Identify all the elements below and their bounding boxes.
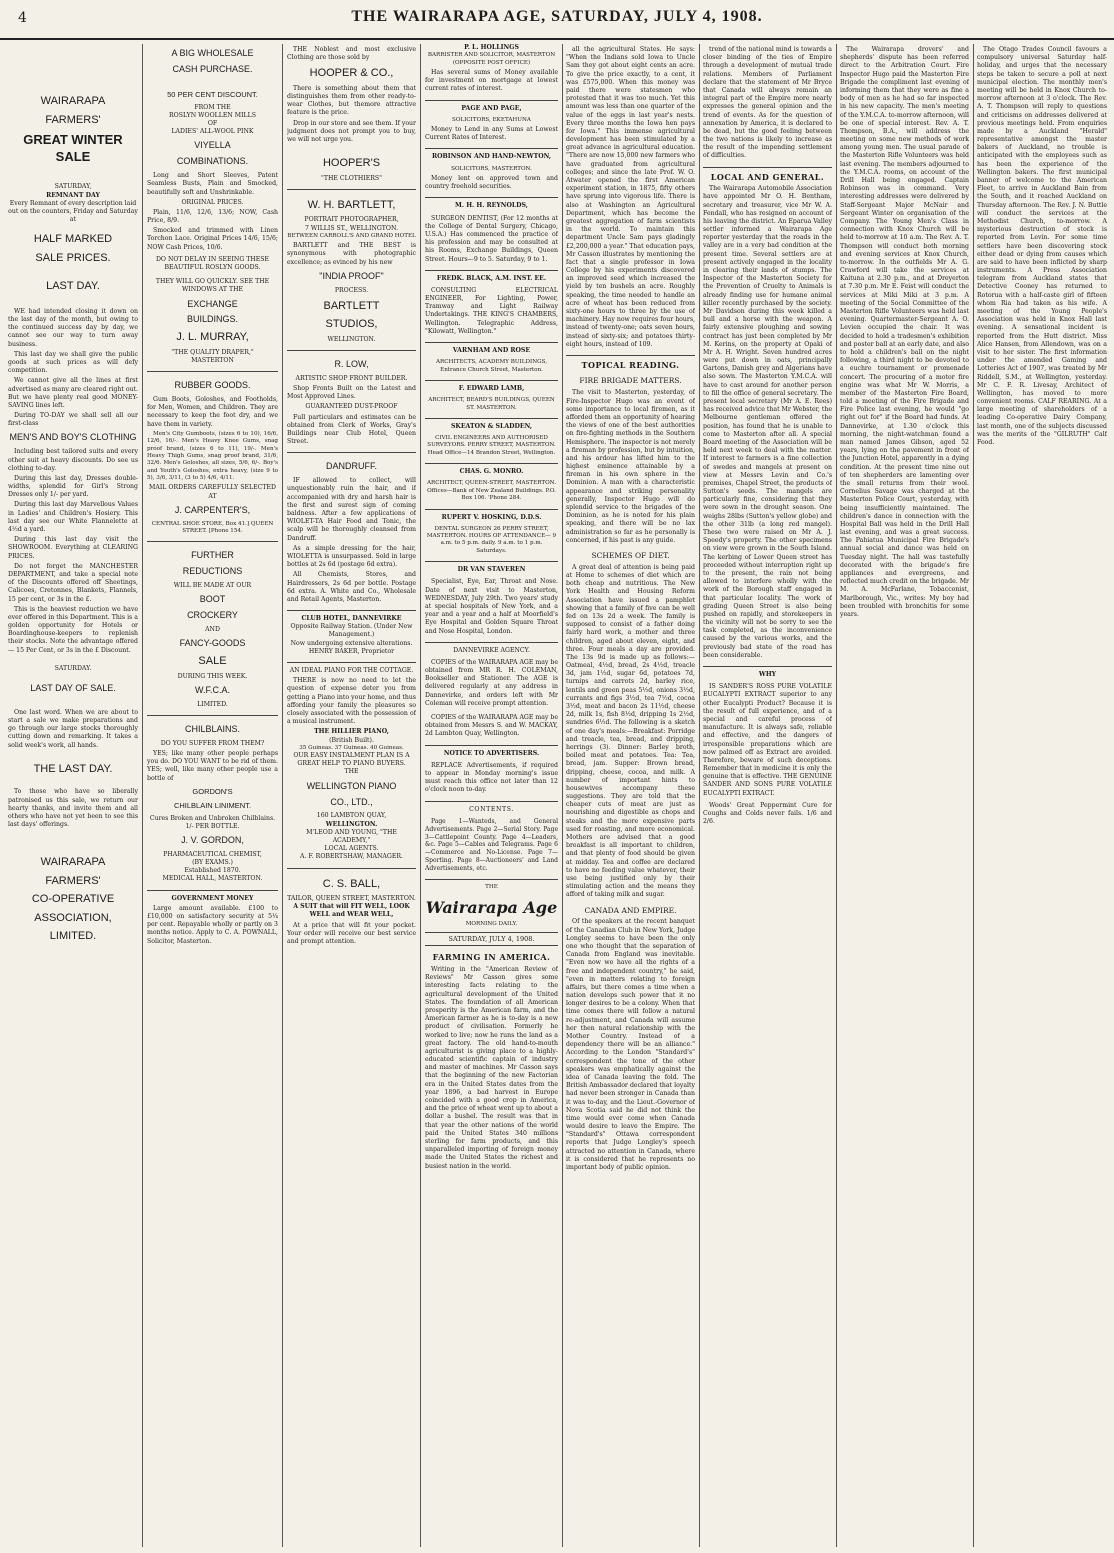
ad-text: FURTHER [191, 550, 234, 561]
ad-text: "INDIA PROOF" [319, 270, 384, 281]
ad-text: LIMITED. [197, 700, 228, 708]
ad-text: PHARMACEUTICAL CHEMIST, [163, 850, 262, 858]
nameplate-the: THE [425, 879, 558, 891]
ad-text: Now undergoing extensive alterations. HENRY BAKER, Proprietor [290, 639, 413, 655]
sale-paragraph: One last word. When we are about to start a sale we make preparations and go through our large stocks thoroughly cutting down and remarking. It takes a solid week's work, all hands. [8, 708, 138, 749]
article-headline: SCHEMES OF DIET. [591, 550, 670, 560]
ad-text: OF [207, 120, 218, 128]
sale-paragraph: During this last day Marvellous Values in Ladies' and Children's Hosiery. This last day see our White Flannelette at 4½d a yard. [8, 501, 138, 534]
nameplate-sub: MORNING DAILY. [465, 920, 518, 927]
dandruff-ad [287, 452, 416, 604]
ad-text: WELLINGTON. [327, 335, 376, 343]
ad-body: THERE is now no need to let the question of expense deter you from getting a Piano into your home, and thus affording your family the pleasures so closely associated with the possession of a musical instrument. [287, 677, 416, 726]
ad-text: MEDICAL HALL, MASTERTON. [162, 875, 263, 883]
article-body: Writing in the "American Review of Reviews" Mr Casson gives some interesting facts relating to the agricultural development of the United States. The foundation of all American prosperity is the American farm, and the American farmer as he is to-day is a new product of civilisation. Formerly he worked to live; now he runs the land as a great factory. The old hand-to-mouth agriculturist is giving place to a highly-educated scientific captain of industry and master of machines. Mr Casson says that the beginning of the new Factorian era in the United States dates from the year 1896, a bad harvest in Europe coincided with a good crop in America, and the price of wheat went up to about a dollar a bushel. The result was that in that year the other nations of the world paid the United States 340 millions sterling for farm products, and this unparalleled importing of foreign money made the United States the richest and busiest nation in the world. [425, 966, 558, 1170]
ad-body: BARTLETT and THE BEST is synonymous with photographic excellence; as evinced by his new [287, 242, 416, 266]
ad-name: SKEATON & SLADDEN, [425, 418, 558, 431]
column-7-local-news [840, 44, 969, 1547]
contents-list: Page 1—Wanteds, and General Advertisements. Page 2—Serial Story. Page 3—Cattlepoint County. Page 4—Leaders, &c. Page 5—Cables and Telegrams. Page 6—Commerce and No-License. Page 7—Sporting. Page 8—Auctioneers' and Land Advertisements, etc. [425, 817, 558, 873]
ad-title: GOVERNMENT MONEY [171, 894, 254, 902]
ad-title: WHY [703, 666, 832, 679]
ad-text: "THE QUALITY DRAPER," [171, 348, 254, 356]
ad-text: 1/- PER BOTTLE. [185, 822, 240, 830]
ad-body: As a simple dressing for the hair, WIOLETTA is unsurpassed. Sold in large bottles at 2s 6d (postage 6d extra). [287, 544, 416, 569]
ad-name: M. H. H. REYNOLDS, [425, 197, 558, 210]
ad-body: Long and Short Sleeves, Patent Seamless Busts, Plain and Smocked, beautifully soft and Unshrinkable. [147, 172, 278, 196]
ad-body: Plain, 11/6, 12/6, 13/6; NOW, Cash Price, 8/9. [147, 208, 278, 225]
ad-body: Men's City Gumboots, (sizes 6 to 10), 16/6, 12/6, 16/-. Men's Heavy Knee Gums, snag proof brand, (sizes 6 to 11), 19/-. Men's Heavy Thigh Gums, snag proof brand, 31/6, 32/6. Men's Goloshes, all sizes, 5/6, 6/-. Boy's and Youth's Goloshes, extra heavy, (size 9 to 5), 3/6, 3/11, (3 to 5) 4/6, 4/11. [147, 430, 278, 482]
ad-body: COPIES of the WAIRARAPA AGE may be obtained from Messrs S. and W. MACKAY, 2d Lambton Quay, Wellington. [425, 714, 558, 738]
government-money-ad [147, 890, 278, 946]
footer-org: ASSOCIATION, [34, 911, 112, 924]
article-body: trend of the national mind is towards a closer binding of the ties of Empire through a development of mutual trade relations. Members of Parliament declare that the statement of Mr Bryce that Canada will always remain an integral part of the Empire more nearly expresses the general opinion and the trend of events. As for the question of annexation by America, it is declared to be dead, but the good feeling between the two nations is likely to increase as the result of the impending settlement of difficulties. [703, 46, 832, 160]
ad-text: PROCESS. [334, 286, 369, 294]
ad-title: CHILBLAINS. [184, 723, 241, 734]
ad-text: Established 1870. [184, 867, 241, 875]
ad-body: SURGEON DENTIST, (For 12 months at the College of Dental Surgery, Chicago, U.S.A.) Has commenced the practice of his profession and may be consulted at his Rooms, Exchange Buildings, Queen Street. Hours—9 to 5. Saturday, 9 to 1. [425, 214, 558, 263]
ad-name: RUPERT V. HOSKING, D.D.S. [425, 509, 558, 522]
ad-text: (BY EXAMS.) [192, 859, 233, 867]
sale-prices: SALE PRICES. [35, 251, 111, 264]
ad-title: DANDRUFF. [326, 461, 377, 472]
sale-day: SATURDAY, [54, 183, 92, 191]
ad-text: 160 LAMBTON QUAY, [316, 812, 387, 820]
ad-body: Woods' Great Peppermint Cure for Coughs and Colds never fails. 1/6 and 2/6. [703, 801, 832, 826]
footer-org: WAIRARAPA [40, 856, 106, 869]
rubber-goods-ad [147, 371, 278, 535]
ad-text: STUDIOS, [325, 318, 378, 331]
notice-body: REPLACE Advertisements, if required to appear in Monday morning's issue must reach this office not later than 12 o'clock noon to-day. [425, 761, 558, 794]
sale-paragraph: During this last day visit the SHOWROOM. Everything at CLEARING PRICES. [8, 536, 138, 560]
ad-text: DURING THIS WEEK. [177, 672, 248, 680]
ad-body: IS SANDER'S ROSS PURE VOLATILE EUCALYPTI EXTRACT superior to any other Eucalypti Product? Because it is the result of full experience, and of a special and careful process of manufacture. It is always safe, reliable and effective, and the dangers of irresponsible preparations which are now palmed off as Extract are avoided. Therefore, beware of such deceptions. Remember that in medicine it is only the genuine that is effective. THE GENUINE SANDER AND SONS PURE VOLATILE EUCALYPTI EXTRACT. [703, 683, 832, 797]
ad-name: J. L. MURRAY, [176, 331, 249, 344]
footer-org: FARMERS' [45, 874, 101, 887]
ad-text: CENTRAL SHOE STORE, Box 41.] QUEEN STREET. [Phone 154. [151, 520, 274, 535]
ad-text: DO YOU SUFFER FROM THEM? [160, 739, 265, 747]
ad-body: CONSULTING ELECTRICAL ENGINEER, For Lighting, Power, Tramway and Light Railway Undertakings. THE KING'S CHAMBERS, Wellington. Telegraphic Address, "Kilowatt, Wellington." [425, 286, 558, 335]
ad-title: A BIG WHOLESALE [171, 48, 254, 58]
ad-body: There is something about them that distinguishes them from other ready-to-wear Clothes, but themore attractive feature is the price. [287, 84, 416, 117]
ad-text: SOLICITORS, EKETAHUNA [452, 116, 531, 123]
ad-text: WILL BE MADE AT OUR [173, 582, 252, 590]
ad-text: DENTAL SURGEON 26 PERRY STREET, MASTERTON. HOURS OF ATTENDANCE— 9 a.m. to 5 p.m. daily. 9 a.m. to 1 p.m. Saturdays. [426, 525, 557, 554]
ad-text: 7 WILLIS ST., WELLINGTON. [304, 224, 398, 232]
ad-name: HOOPER & CO., [309, 67, 394, 80]
article-headline: FARMING IN AMERICA. [432, 952, 551, 963]
ad-text: LADIES' ALL-WOOL PINK [171, 128, 254, 136]
ad-body: Specialist, Eye, Ear, Throat and Nose. Date of next visit to Masterton, WEDNESDAY, July 29th. Two years' study at special hospitals of New York, and a year and a year and a half at Moorfield's Eye Hospital and Golden Square Throat and Nose Hospital, London. [425, 578, 558, 635]
ad-text: BARRISTER AND SOLICITOR, MASTERTON (OPPOSITE POST OFFICE) [427, 52, 556, 66]
article-headline: FIRE BRIGADE MATTERS. [579, 376, 682, 386]
ad-text: PORTRAIT PHOTOGRAPHER, [304, 216, 399, 224]
ad-text: SOLICITORS, MASTERTON. [451, 165, 532, 172]
ad-name: DR VAN STAVEREN [425, 561, 558, 574]
column-rule [836, 44, 837, 1547]
footer-org: LIMITED. [49, 930, 97, 943]
column-rule [562, 44, 563, 1547]
ad-name: VARNHAM AND ROSE [425, 342, 558, 355]
ad-title: DANNEVIRKE AGENCY. [425, 642, 558, 655]
crockery-sale-ad [147, 541, 278, 709]
sale-paragraph: During TO-DAY we shall sell all our first-class [8, 412, 138, 428]
mens-clothing: MEN'S AND BOY'S CLOTHING [9, 432, 137, 443]
article-body: Of the speakers at the recent banquet of the Canadian Club in New York, Judge Longley seems to have been the only one who thought that the separation of Canada from England was inevitable. "Even now we have all the rights of a free and independent country," he said, "even in matters relating to foreign affairs, but there comes a time when a nation develops such power that it no longer desires to be a colony. When that time comes there will follow a natural re-adjustment, and Canada will assume her then natural relationship with the Mother Country. Instead of a dependency there will be an alliance." According to the London "Standard's" correspondent the tone of the other speakers was emphatically against the idea of Canada leaving the fold. The British Ambassador declared that loyalty had never been stronger in Canada than it was to-day, and the Lieut.-Governor of Nova Scotia said he did not think the time would ever come when Canada would desire to leave the Empire. The "Standard's" Ottawa correspondent reports that Judge Longley's speech attracted no attention in Canada, where it is considered that he represents no important body of public opinion. [566, 918, 695, 1172]
column-rule [973, 44, 974, 1547]
ad-body: Large amount available. £100 to £10,000 on satisfactory security at 5¼ per cent. Repayable wholly or partly on 3 months notice. Apply to C. A. POWNALL, Solicitor, Masterton. [147, 904, 278, 945]
ad-body: YES; like many other people perhaps you do. DO YOU WANT to be rid of them. YES; well, like many other people use a bottle of [147, 750, 278, 782]
ad-text: SALE [198, 655, 227, 668]
ad-title: RUBBER GOODS. [174, 380, 251, 391]
ad-text: BARTLETT [323, 299, 380, 312]
ad-buildings: BUILDINGS. [186, 314, 238, 325]
page-number: 4 [18, 10, 27, 26]
ad-exchange: EXCHANGE [187, 298, 238, 309]
ad-name: CO., LTD., [330, 796, 373, 807]
column-rule [420, 44, 421, 1547]
sale-intro: WE had intended closing it down on the last day of the month, but owing to the continued success day by day, we cannot see our way to turn away business. [8, 307, 138, 348]
ad-text: Cures Broken and Unbroken Chilblains. [149, 814, 276, 822]
article-headline: CANADA AND EMPIRE. [584, 905, 677, 915]
ad-text: GUARANTEED DUST-PROOF [305, 403, 398, 411]
ad-text: BOOT [199, 594, 226, 605]
ad-text: LOCAL AGENTS. [324, 845, 379, 853]
ad-body: Has several sums of Money available for investment on mortgage at lowest current rates of interest. [425, 68, 558, 93]
ad-name: J. V. GORDON, [181, 834, 244, 845]
ad-viyella: VIYELLA [194, 140, 231, 151]
last-day-heading: LAST DAY. [46, 280, 100, 293]
ad-text: 35 Guineas. 37 Guineas. 40 Guineas. [299, 744, 404, 751]
ad-text: (British Built). [329, 736, 374, 744]
ad-body: Gum Boots, Goloshes, and Footholds, for Men, Women, and Children. They are necessary to keep the foot dry, and we have them in variety. [147, 396, 278, 428]
ad-body: Smocked and trimmed with Linen Torchon Lace. Original Prices 14/6, 15/6; NOW Cash Prices, 10/6. [147, 227, 278, 251]
ad-text: W.F.C.A. [194, 684, 230, 695]
ad-text: FANCY-GOODS [179, 638, 246, 649]
ad-name: PAGE AND PAGE, [425, 100, 558, 113]
ad-body: Money to Lend in any Sums at Lowest Current Rates of Interest. [425, 126, 558, 142]
ad-text: THE HILLIER PIANO, [314, 728, 389, 736]
ad-combinations: COMBINATIONS. [176, 156, 249, 167]
ball-tailor-ad [287, 868, 416, 947]
the-last-day: THE LAST DAY. [33, 762, 113, 775]
ad-body: COPIES of the WAIRARAPA AGE may be obtained from MR R. H. COLEMAN, Bookseller and Stationer. The AGE is delivered regularly at any address in Dannevirke, and orders left with Mr Coleman will receive prompt attention. [425, 658, 558, 707]
ad-title: AN IDEAL PIANO FOR THE COTTAGE. [289, 667, 414, 675]
ad-name: R. LOW, [334, 359, 369, 370]
sale-paragraph: During this last day, Dresses double-widths, splendid for Girl's Strong Dresses only 1/- per yard. [8, 474, 138, 499]
ad-text: BETWEEN CARROLL'S AND GRAND HOTEL [287, 232, 416, 239]
ad-text: MAIL ORDERS CAREFULLY SELECTED AT [149, 484, 276, 500]
column-5-editorial [566, 44, 695, 1547]
sale-title: GREAT WINTER SALE [23, 132, 123, 165]
ad-name: FREDK. BLACK, A.M. INST. EE. [425, 270, 558, 283]
remnant-day: REMNANT DAY [46, 191, 100, 199]
article-body: The visit to Masterton, yesterday, of Fire-Inspector Hugo was an event of some importance to local firemen, as it afforded them an opportunity of hearing the views of one of the best authorities on fire-fighting methods in the Southern Hemisphere. The inspector is not merely a fireman by profession, but by intuition, and his ardour has lifted him to the highest eminence attainable by a fireman in his own sphere in the Dominion. A man with a characteristic appearance and striking personality generally, Inspector Hugo will do splendid service to the brigades of the Dominion, as he is noted for his plain speaking, and there will be no lax administration so far as he personally is concerned, if his past is any guide. [566, 389, 695, 544]
sale-paragraph: Including best tailored suits and every other suit at heavy discounts. Do see us clothing to-day. [8, 448, 138, 472]
ad-discount: 50 PER CENT DISCOUNT. [167, 89, 258, 99]
remnant-body: Every Remnant of every description laid out on the counters, Friday and Saturday at [8, 199, 138, 224]
column-rule [142, 44, 143, 1547]
newspaper-title: THE WAIRARAPA AGE, SATURDAY, JULY 4, 1908. [351, 8, 763, 25]
nameplate: Wairarapa Age [425, 898, 558, 918]
ad-org-2: FARMERS' [45, 113, 101, 126]
ad-name: HOOPER'S [322, 157, 381, 170]
ad-body: THE Noblest and most exclusive Clothing are those sold by [287, 46, 416, 62]
column-6-local-news [703, 44, 832, 1547]
ad-body: At a price that will fit your pocket. Your order will receive our best service and prompt attention. [287, 921, 416, 945]
issue-date: SATURDAY, JULY 4, 1908. [425, 932, 558, 947]
column-rule [282, 44, 283, 1547]
ad-text: CIVIL ENGINEERS AND AUTHORISED SURVEYORS. PERRY STREET, MASTERTON. Head Office—14 Brandon Street, Wellington. [427, 435, 556, 456]
ad-text: CROCKERY [187, 610, 238, 621]
saturday-label: SATURDAY. [54, 664, 92, 672]
article-body: The Wairarapa Automobile Association have appointed Mr O. H. Bentham, secretary and treasurer, vice Mr W. A. Fendall, who has resigned on account of his leaving the district. An Eparua Valley settler informed a Wairarapa Age reporter yesterday that the roads in the valley are in a very bad condition at the present time. Several settlers are at present actively engaged in the locality in clearing their lands of stumps. The Inspector of the Masterton Society for the Prevention of Cruelty to Animals is already finding use for humane animal killer recently purchased by the society. Mr Davidson during this week killed a bull and a horse with the weapon. A fairly extensive ploughing and sowing contract has just been completed by Mr M. Kerins, on the property at Opaki of Mr A. H. Wright. Seven hundred acres were put down in oats, principally Gartons, Danish grey and Algerians have also sown. The Masterton Y.M.C.A. will have to cast around for another person to fill the office of general secretary. The present local secretary (Mr A. E. Rees) has received advice that Mr Webster, the Melbourne gentleman offered the position, has found that he is unable to come to Masterton after all. A special Board meeting of the Association will be held next week to deal with the matter. If interest to farmers is a fine collection of swedes and mangels at present on view at Messrs Levin and Co.'s premises, Chapel Street, the products of Sutton's seeds. The mangels are particularly fine, considering that they were sown in the drought season. One weighs 28lbs (Sutton's yellow globe) and the other 31lb (a long red mangel). These two were raised on Mr A. J. Speedy's property. The other specimens on view were grown in the South Island. The kerbing of Lower Queen street has proceeded without interruption right up to the present, the rain not being allowed to interfere wholly with the work of the Borough staff engaged in that particular locality. The work of grading Queen Street is also being pushed on rapidly, and storekeepers in the vicinity will not be sorry to see the task completed, as the inconvenience caused by the various works, and the previously bad state of the road has been considerable. [703, 185, 832, 659]
ad-body: IF allowed to collect, will unquestionably ruin the hair, and if accompanied with dry and harsh hair is the first and surest sign of coming baldness. After a few applications of WIOLET-TA Hair Food and Tonic, the scalp will be thoroughly cleansed from Dandruff. [287, 477, 416, 542]
half-marked: HALF MARKED [33, 233, 113, 246]
ad-text: ARCHITECT, BEARD'S BUILDINGS, QUEEN ST. MASTERTON. [428, 397, 555, 411]
bartlett-ad [287, 189, 416, 344]
ad-name: CHAS. G. MONRO. [425, 463, 558, 476]
ad-text: OUR EASY INSTALMENT PLAN IS A GREAT HELP TO PIANO BUYERS. [293, 752, 410, 768]
ad-body: Full particulars and estimates can be obtained from Clerk of Works, Gray's Buildings near Club Hotel, Queen Street. [287, 413, 416, 446]
club-hotel-ad [287, 610, 416, 656]
ad-name: F. EDWARD LAMB, [425, 380, 558, 393]
ad-text: A SUIT that will FIT WELL, LOOK WELL and WEAR WELL, [293, 903, 410, 919]
ad-text: REDUCTIONS [182, 566, 243, 577]
notice-title: NOTICE TO ADVERTISERS. [425, 745, 558, 758]
ad-name: WELLINGTON PIANO [306, 780, 397, 791]
sale-paragraph: This last day we shall give the public goods at such prices as will defy competition. [8, 350, 138, 375]
sale-paragraph: Do not forget the MANCHESTER DEPARTMENT, and take a special note of the Discounts offered off Sheetings, Calicoes, Cretonnes, Blankets, Flannels, 15 per cent, or 3s in the £. [8, 562, 138, 603]
section-heading: TOPICAL READING. [566, 355, 695, 371]
ad-text: "THE CLOTHIERS" [321, 174, 382, 182]
ad-name: P. L. HOLLINGS [464, 44, 519, 51]
ad-title: CASH PURCHASE. [172, 63, 253, 74]
masthead [0, 0, 1114, 40]
ad-text: FROM THE [194, 103, 231, 111]
column-4-professional-and-editorial [425, 44, 558, 1547]
ad-name: C. S. BALL, [322, 877, 381, 890]
ad-text: A. F. ROBERTSHAW, MANAGER. [300, 853, 403, 861]
section-heading: LOCAL AND GENERAL. [703, 167, 832, 183]
ad-text: ROSLYN WOOLLEN MILLS [168, 111, 256, 119]
ad-text: AND [205, 626, 220, 634]
ad-text: ARCHITECT, QUEEN-STREET, MASTERTON. Offices—Bank of New Zealand Buildings. P.O. Box 106. 'Phone 284. [427, 480, 556, 502]
ad-text: GORDON'S [192, 786, 233, 796]
ad-body: Drop in our store and see them. If your judgment does not prompt you to buy, we will not urge you. [287, 119, 416, 144]
column-rule [699, 44, 700, 1547]
ad-title: CLUB HOTEL, DANNEVIRKE [301, 615, 402, 623]
ad-body: Shop Fronts Built on the Latest and Most Approved Lines. [287, 385, 416, 401]
column-2-ads [147, 44, 278, 1547]
ad-name: J. CARPENTER'S, [174, 504, 251, 515]
ad-text: M'LEOD AND YOUNG, "THE ACADEMY," [306, 828, 397, 844]
sale-paragraph: This is the heaviest reduction we have ever offered in this Department. This is a golden opportunity for Hotels or Boardinghouse-keepers to replenish their stocks. Note the advantage offered — 15 Per Cent, or 3s in the £ Discount. [8, 605, 138, 654]
ad-body: All Chemists, Stores, and Hairdressers, 2s 6d per bottle. Postage 6d extra. A. White and Co., Wholesale and Retail Agents, Masterton. [287, 571, 416, 603]
sale-paragraph: To those who have so liberally patronised us this sale, we return our hearty thanks, and invite them and all others who have not yet been to see this last days' offerings. [8, 788, 138, 829]
sale-paragraph: We cannot give all the lines at first advertised as many are cleared right out. But we have plenty real good MONEY-SAVING lines left. [8, 377, 138, 409]
column-3-ads [287, 44, 416, 1547]
ad-text: WELLINGTON. [325, 820, 378, 828]
ad-text: ARCHITECTS, ACADEMY BUILDINGS, Entrance Church Street, Masterton. [436, 359, 547, 373]
ad-text: CHILBLAIN LINIMENT. [173, 800, 252, 810]
article-body: all the agricultural States. He says: "When the Indians sold Iowa to Uncle Sam they got about eight cents an acre. To give the price exactly, to a cent, it was £575,000. When this money was paid there were statesmen who protested that it was too much. Yet this amount was less than one quarter of the value of the eggs in last year's nests. Every three months the Iowa hen pays for Iowa." This immense agricultural development has been stimulated by a great advance in agricultural education. "There are now 15,000 new farmers who have graduated from agricultural colleges; and since the late Prof. W. O. Atwater opened the first American experiment station, in 1875, fifty others have sprung into vigorous life. There is also at Washington an Agricultural Department, which has become the greatest aggregation of farm scientists in the world. To maintain this department Uncle Sam pays gladingly £2,200,000 a year." That education pays, Mr Casson illustrates by mentioning the fact that a single professor in Iowa College by his experiments discovered an improved seed which increased the yield by ten bushels an acre. Roughly speaking, the time needed to handle an acre of wheat has been reduced from sixty-one hours to three by the use of machinery. Hay now requires four hours, instead of twenty-one; oats seven hours, instead of sixty-six; and potatoes thirty-eight hours, instead of 109. [566, 46, 695, 348]
low-builder-ad [287, 350, 416, 446]
ad-org: WAIRARAPA [40, 95, 106, 107]
ad-text: MASTERTON [191, 357, 234, 365]
article-body: A great deal of attention is being paid at Home to schemes of diet which are both cheap and nutritious. The New York Health and Housing Reform Association have issued a pamphlet showing that a family of five can be well fed on 13s 2d a week. The family is supposed to consist of a father doing fairly hard work, a mother and three children, aged about eleven, eight, and three. Four meals a day are provided. The 13s 9d is made up as follows:—Oatmeal, 4½d, bread, 2s 4½d, treacle 3d, jam 1½d, sugar 6d, potatoes 7d, turnips and carrots 2d, barley rice, lentils and green peas 5½d, onions 3½d, currants and figs 3½d, tea 7½d, cocoa 3½d, meat and bacon 2s 11½d, cheese 2d, milk 1s, fish 8½d, dripping 1s 2½d, sundries 6½d. The following is a sketch of one day's meals:—Breakfast: Porridge and treacle, tea, bread, and dripping, herrings (3). Dinner: Barley broth, boiled meat and potatoes. Tea: Tea, bread, jam. Supper: Brown bread, dripping, cheese, cocoa, and milk. A number of important hints to housewives accompany these suggestions. They are told that the cheaper cuts of meat are just as nourishing and digestible as chops and steaks and the more expensive parts used for roasting, and more economical. Mothers are advised that a good breakfast is all important to children, and that plenty of food should be given at midday. Tea and coffee are declared to have no feeding value whatever, their use being justified only by their stimulating action and the means they afford of taking milk and sugar. [566, 563, 695, 899]
ad-text: ARTISTIC SHOP FRONT BUILDER. [295, 374, 408, 382]
column-8-local-news [977, 44, 1107, 1547]
ad-text: DO NOT DELAY IN SEEING THESE BEAUTIFUL ROSLYN GOODS. [155, 255, 270, 272]
article-body: The Otago Trades Council favours a compulsory universal Saturday half-holiday, and urges that the necessary steps be taken to secure a poll at next municipal election. The monthly men's meeting will be held in Knox Church to-morrow afternoon at 3 o'clock. The Rev. A. T. Thompson will reply to questions and criticisms on addresses delivered at previous meetings held. From enquiries made by a Auckland "Herald" representative amongst the master bakers of Auckland, no trouble is anticipated with the employees such as has been the experience of the Wellington bakers. The first municipal banner of welcome to the American Fleet, to arrive in Auckland Bain from the South, and it reached Auckland on Thursday afternoon. The Rev. J. N. Buttle will conduct the services at the Methodist Church, to-morrow. A mysterious destruction of stock is reported from Levin. For some time settlers have been discovering stock either dead or dying from causes which are said to have been inflicted by sharp instruments. A Press Association telegram from Auckland states that Detective Cooney has returned to Rotorua with a half-caste girl of fifteen whom Ria had taken as his wife. A meeting of the Young People's Association was held in Knox Hall last evening. A sensational incident is reported from the Hutt district. Miss Alice Hansen, from Allendown, was on a visit to her sister. The first information under the amended Gaming and Lotteries Act of 1907, was treated by Mr Riddell, S.M., at Wellington, yesterday. Mr C. F. R. Livesay, Architect of Wellington, has moved to more convenient rooms. CALF REARING. At a large meeting of shareholders of a leading Co-operative Dairy Company, last month, one of the subjects discussed was the merits of the "GILRUTH" Calf Food. [977, 46, 1107, 446]
ad-text: TAILOR, QUEEN STREET, MASTERTON. [287, 895, 416, 903]
footer-org: CO-OPERATIVE [31, 893, 115, 906]
ad-body: Money lent on approved town and country freehold securities. [425, 175, 558, 191]
ad-text: Opposite Railway Station. (Under New Management.) [290, 623, 413, 639]
chilblains-ad [147, 715, 278, 884]
ad-name: ROBINSON AND HAND-NEWTON, [425, 148, 558, 161]
contents-title: CONTENTS. [425, 801, 558, 814]
ad-text: ORIGINAL PRICES. [181, 198, 244, 206]
ad-name: W. H. BARTLETT, [307, 198, 396, 211]
article-body: The Wairarapa drovers' and shepherds' dispute has been referred direct to the Arbitration Court. Fire Inspector Hugo paid the Masterton Fire Brigade the compliment last evening of informing them that they were as fine a body of men as he had so far inspected in his new capacity. The men's meeting of the Y.M.C.A. to-morrow afternoon, will be one of special interest. Rev. A. T. Thompson, B.A., will address the meeting on some new methods of work among young men. The usual parade of the Masterton Rifle Volunteers was held last evening. The members adjourned to the Y.M.C.A. rooms, on account of the Drill Hall being engaged. Captain Robinson was in command. Very interesting addresses were delivered by Staff-Sergeant Major McNair and Sergeant Winter on organisation of the Company. The Young Men's Class in connection with Knox Church will be held to-morrow at 10 a.m. The Rev. A. T. Thompson will conduct both morning and evening services at Knox Church, to-morrow. In the outfields Mr A. G. Crawford will take the services at Kaituna at 2.30 p.m., and at Dreyerton at 7.30 p.m. Mr E. Feist will conduct the services at Miki Miki at 3 p.m. A meeting of the Social Committee of the Masterton Rifle Volunteers was held last evening. Quartermaster-Sergeant A. O. Levien occupied the chair. It was decided to hold a tradesmen's exhibition and poster ball at an early date, and also to hold a children's ball on the night following, a third night to be devoted to a euchre tournament or promenade concert. The procuring of a motor fire engine was what Mr W. Morris, a member of the Masterton Fire Board, told a meeting of the Fire Brigade and Fire Police last evening, he would "go right out for" if the Board had funds. At Dannevirke, at 1.30 o'clock this morning, the night-watchman found a man named James Gibson, aged 52 years, lying on the pavement in front of the Junction Hotel, apparently in a dying condition. At the present time nine out of ten shepherders are lamenting over the small returns from their wool. Cornelius Savage was charged at the Masterton Police Court, yesterday, with being insufficiently maintained. The children's dance in connection with the Hospital Ball was held in the Drill Hall last evening, and was a great success. The Pahiatua Municipal Fire Brigade's annual social and dance was held on Tuesday night. The hall was tastefully decorated with the brigade's fire appliances and evergreens, and reflected much credit on the brigade. Mr M. A. McFarlane, Tobacconist, Marlborough, Vic., writes: My boy had been troubled with bronchitis for some years. [840, 46, 969, 618]
last-day-of-sale: LAST DAY OF SALE. [30, 683, 116, 694]
ad-text: THEY WILL GO QUICKLY. SEE THE WINDOWS AT THE [155, 278, 270, 294]
ad-text: THE [344, 768, 359, 776]
piano-ad [287, 662, 416, 862]
column-1-farmers-sale-ad [8, 44, 138, 1547]
